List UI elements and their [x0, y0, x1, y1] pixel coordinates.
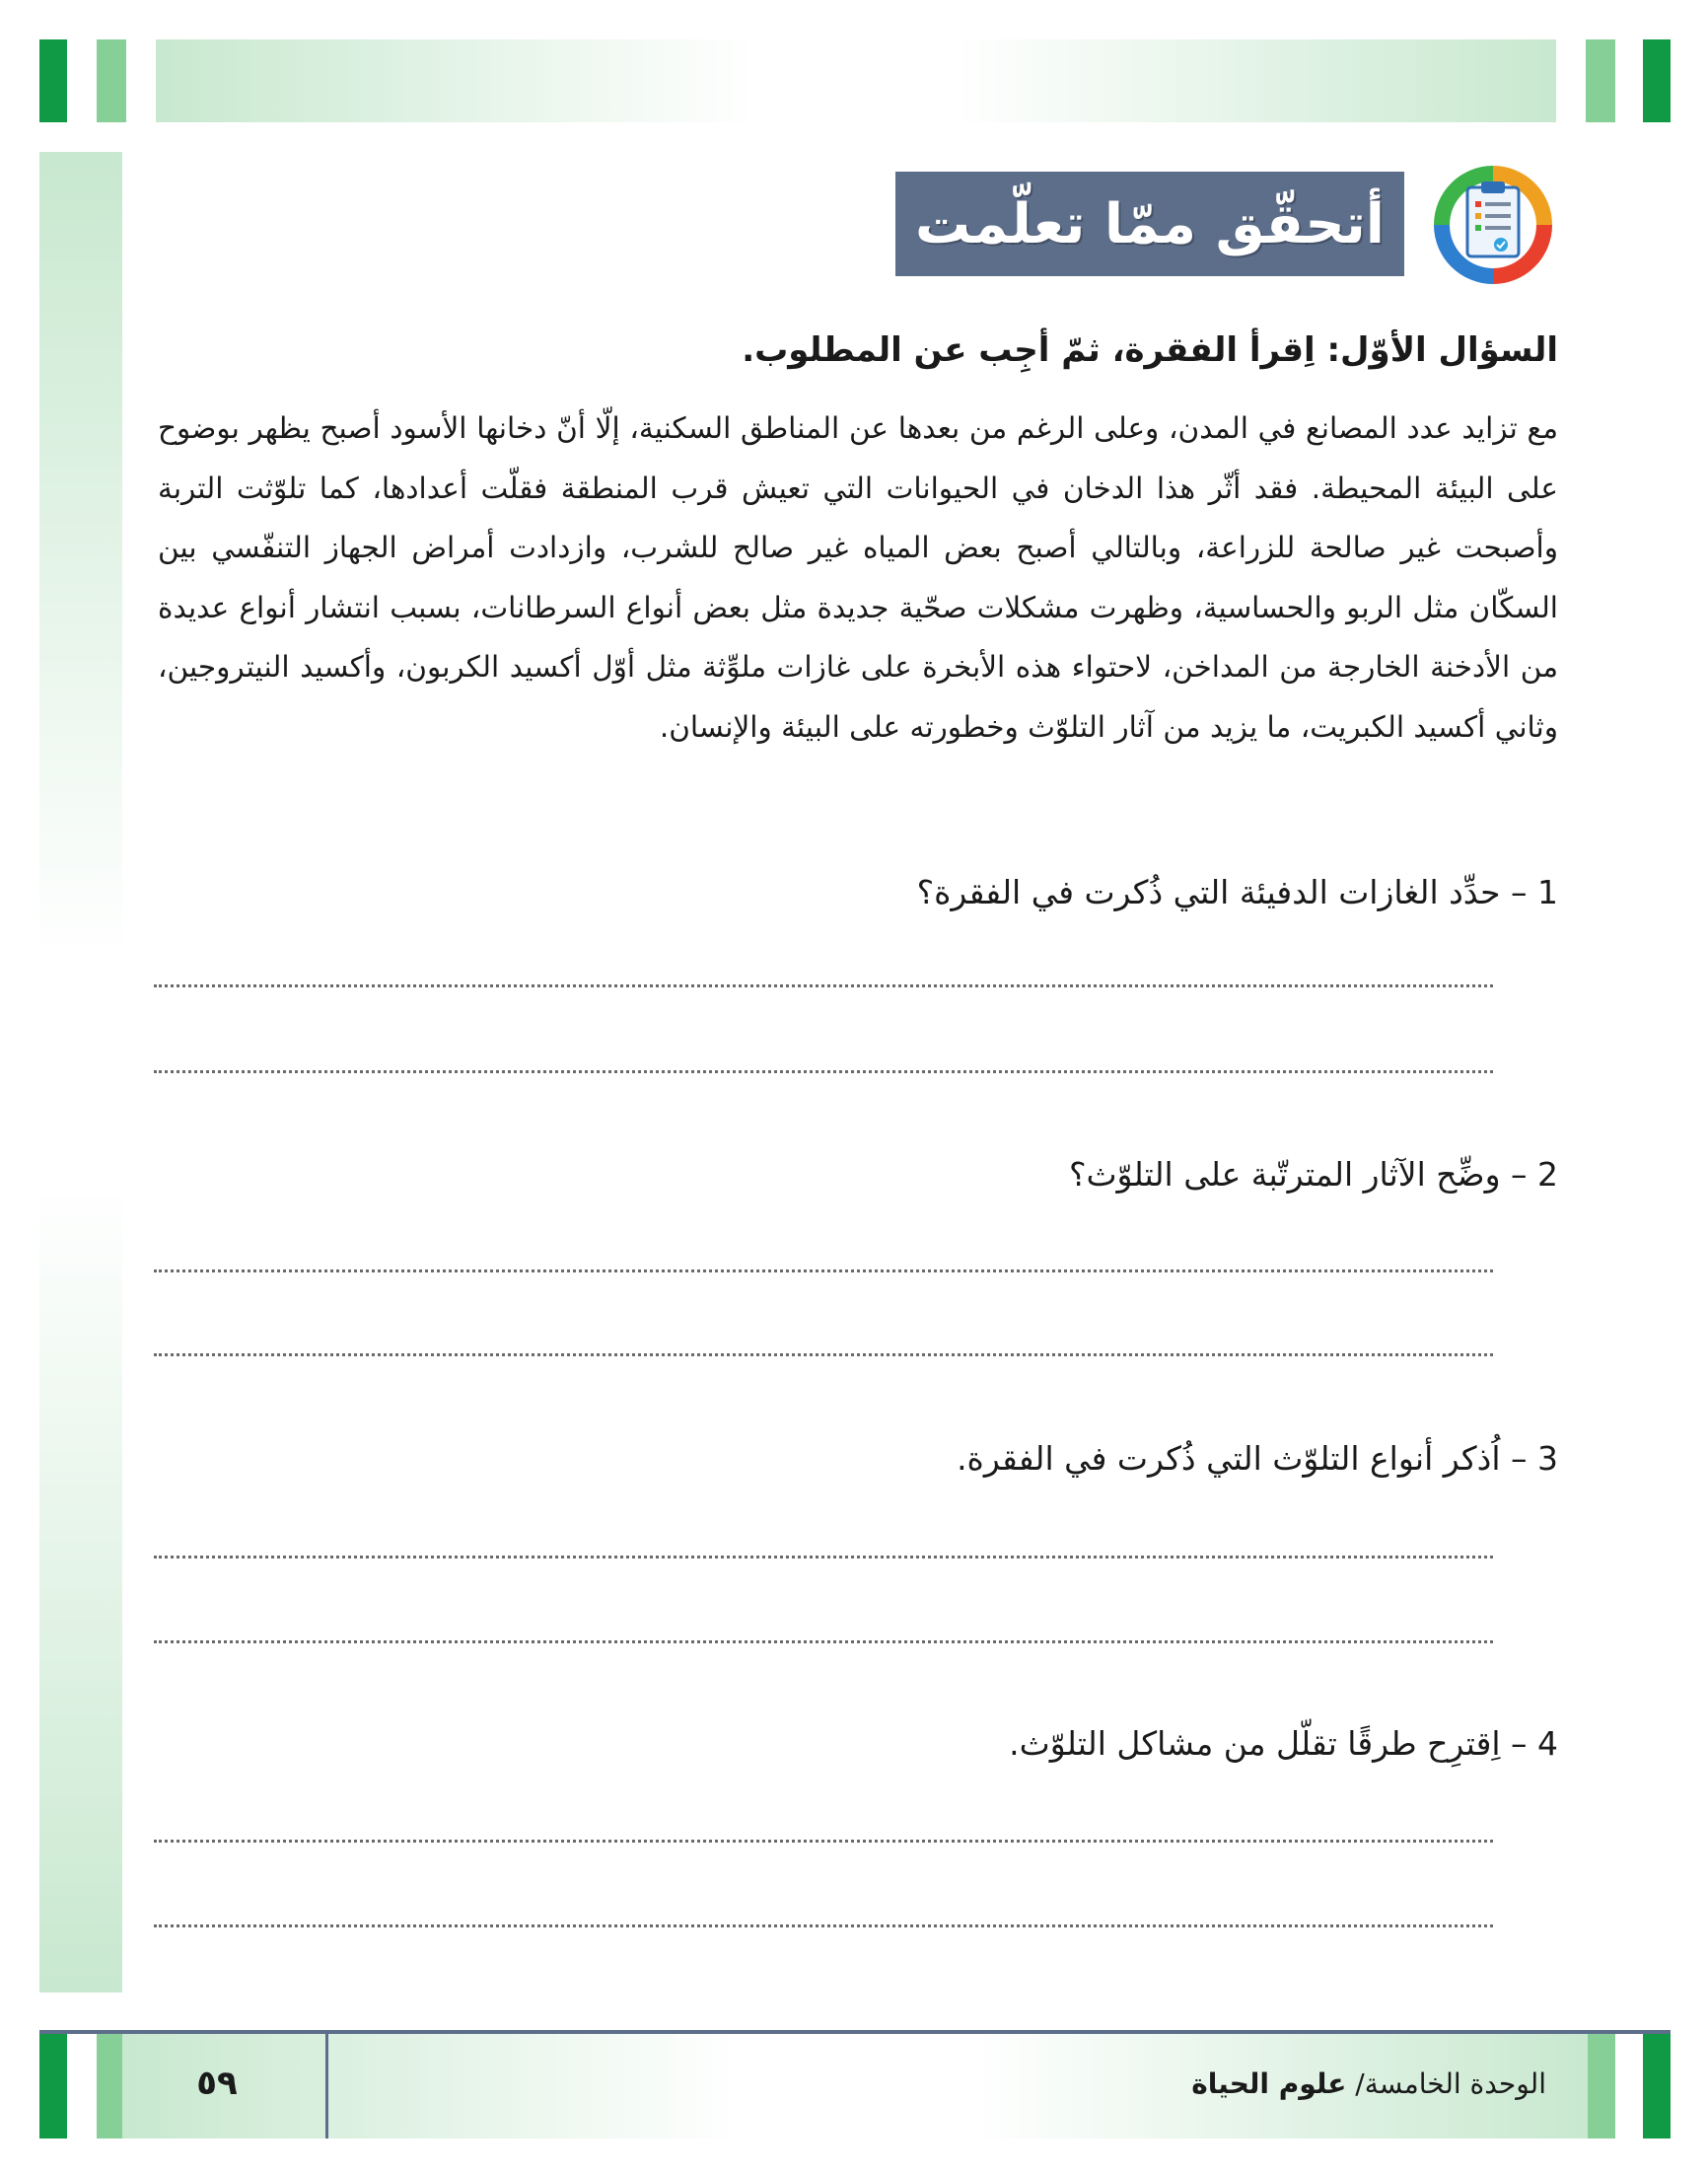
bottom-left-light-bar [97, 2034, 122, 2139]
bottom-left-dark-bar [39, 2034, 67, 2139]
checklist-clipboard-icon [1426, 158, 1560, 292]
top-right-dark-bar [1643, 39, 1671, 122]
subject-name: علوم الحياة [1191, 2067, 1347, 2100]
footer-unit-label [1191, 2067, 1546, 2100]
question-3: 3 – اُذكر أنواع التلوّث التي ذُكرت في الفقرة. [957, 1439, 1558, 1478]
section-title-box [895, 172, 1404, 276]
answer-line-4b[interactable] [154, 1924, 1493, 1927]
section-title: أتحقّق ممّا تعلّمت [915, 191, 1385, 256]
answer-line-3b[interactable] [154, 1640, 1493, 1643]
header-band [156, 39, 1556, 122]
top-right-light-bar [1586, 39, 1615, 122]
top-left-dark-bar [39, 39, 67, 122]
answer-line-1b[interactable] [154, 1070, 1493, 1073]
answer-line-1a[interactable] [154, 984, 1493, 987]
question-1: 1 – حدِّد الغازات الدفيئة التي ذُكرت في الفقرة؟ [916, 873, 1558, 911]
answer-line-2b[interactable] [154, 1353, 1493, 1356]
bottom-right-light-bar [1588, 2034, 1615, 2139]
question-heading: السؤال الأوّل: اِقرأ الفقرة، ثمّ أجِب عن المطلوب. [742, 330, 1558, 370]
top-left-light-bar [97, 39, 126, 122]
bottom-right-dark-bar [1643, 2034, 1671, 2139]
answer-line-2a[interactable] [154, 1269, 1493, 1272]
left-side-band [39, 152, 122, 1993]
reading-passage: مع تزايد عدد المصانع في المدن، وعلى الرغم من بعدها عن المناطق السكنية، إلّا أنّ دخانها الأسود أصبح يظهر بوضوح على البيئة المحيطة. فقد أثّر هذا الدخان في الحيوانات التي تعيش قرب المنطقة فقلّت أعدادها، كما تلوّثت التربة وأصبحت غير صالحة للزراعة، وبالتالي أصبح بعض المياه غير صالح للشرب، وازدادت أمراض الجهاز التنفّسي بين السكّان مثل الربو والحساسية، وظهرت مشكلات صحّية جديدة مثل بعض أنواع السرطانات، بسبب انتشار أنواع عديدة من الأدخنة الخارجة من المداخن، لاحتواء هذه الأبخرة على غازات ملوِّثة مثل أوّل أكسيد الكربون، وأكسيد النيتروجين، وثاني أكسيد الكبريت، ما يزيد من آثار التلوّث وخطورته على البيئة والإنسان. [158, 411, 1558, 744]
answer-line-4a[interactable] [154, 1840, 1493, 1843]
page-number: ٥٩ [196, 2064, 238, 2103]
question-2: 2 – وضِّح الآثار المترتّبة على التلوّث؟ [1068, 1155, 1558, 1194]
question-4: 4 – اِقترِح طرقًا تقلّل من مشاكل التلوّث. [1009, 1724, 1558, 1763]
answer-line-3a[interactable] [154, 1556, 1493, 1559]
footer-divider [325, 2034, 328, 2139]
unit-label: الوحدة الخامسة/ [1346, 2067, 1546, 2100]
